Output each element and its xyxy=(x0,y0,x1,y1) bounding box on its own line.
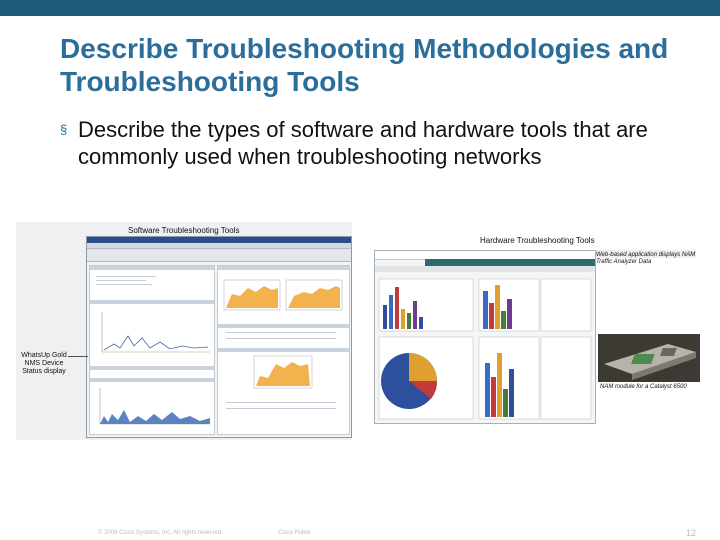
footer-classification: Cisco Public xyxy=(278,530,312,536)
text-line xyxy=(96,284,152,285)
nam-module-note: NAM module for a Catalyst 6500 xyxy=(600,384,687,390)
bullet-marker: § xyxy=(60,122,68,137)
left-panel xyxy=(89,265,215,435)
text-line xyxy=(226,338,336,339)
memory-chart xyxy=(218,354,349,394)
window-toolbar xyxy=(87,249,351,262)
nam-traffic-charts xyxy=(375,273,595,423)
hardware-caption: Hardware Troubleshooting Tools xyxy=(480,236,595,245)
software-callout: WhatsUp Gold NMS Device Status display xyxy=(21,352,67,375)
panel-header xyxy=(90,300,214,304)
text-line xyxy=(96,276,156,277)
panel-header xyxy=(90,378,214,382)
nam-module-photo xyxy=(598,334,700,382)
page-number: 12 xyxy=(686,528,697,538)
panel-header xyxy=(90,366,214,370)
footer-copyright: © 2006 Cisco Systems, Inc. All rights reserved. xyxy=(98,530,223,536)
bullet-item xyxy=(60,116,700,170)
panel-header xyxy=(218,348,349,352)
software-caption: Software Troubleshooting Tools xyxy=(128,226,240,235)
panel-header xyxy=(218,324,349,328)
text-line xyxy=(226,402,336,403)
nam-module-icon xyxy=(598,334,700,382)
text-line xyxy=(226,408,336,409)
slide-title: Describe Troubleshooting Methodologies and Troubleshooting Tools xyxy=(60,33,669,97)
hardware-screenshot xyxy=(374,250,596,424)
right-panel xyxy=(217,265,350,435)
cpu-chart xyxy=(218,274,349,316)
web-app-note: Web-based application displays NAM Traffic Analyzer Data xyxy=(596,252,696,265)
panel-header xyxy=(90,266,214,270)
text-line xyxy=(226,332,336,333)
panel-header xyxy=(218,266,349,270)
app-banner xyxy=(425,259,595,266)
callout-line xyxy=(68,356,88,357)
bullet-text: Describe the types of software and hardware tools that are commonly used when troubleshooting networks xyxy=(78,117,648,169)
response-time-chart xyxy=(90,308,214,358)
top-banner xyxy=(0,0,720,16)
bandwidth-chart xyxy=(90,386,214,432)
text-line xyxy=(96,280,146,281)
software-screenshot xyxy=(86,236,352,438)
app-tabs xyxy=(375,266,595,272)
